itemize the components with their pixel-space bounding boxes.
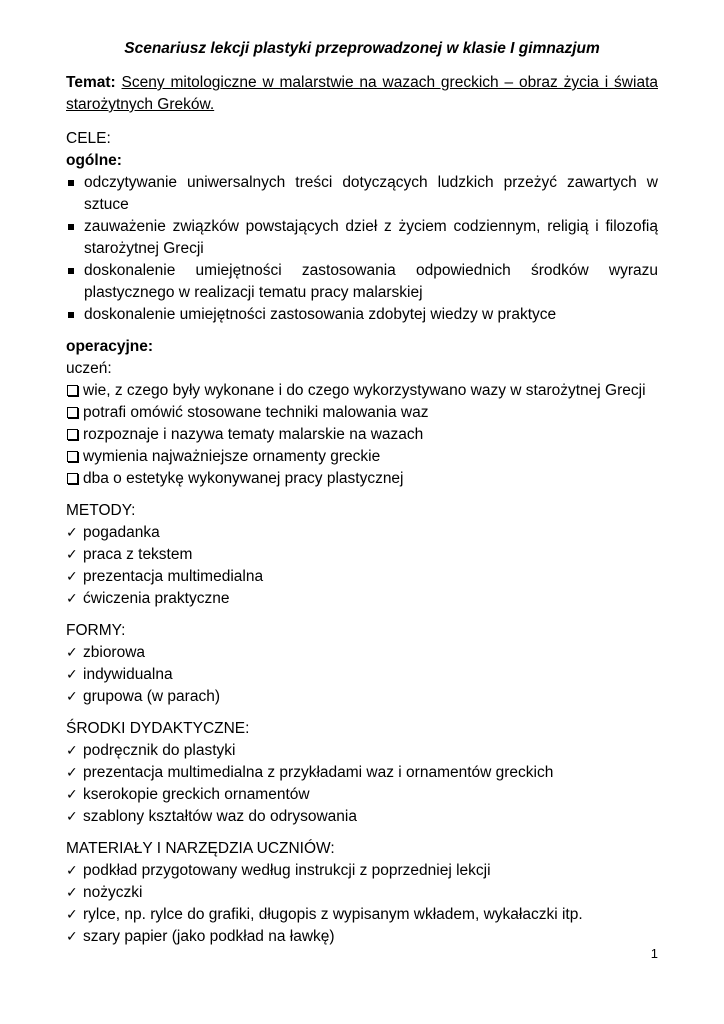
checkbox-icon bbox=[67, 451, 78, 462]
forms-list bbox=[66, 642, 658, 708]
topic-label: Temat: bbox=[66, 74, 116, 91]
checkmark-icon: ✓ bbox=[66, 885, 78, 901]
list-item: odczytywanie uniwersalnych treści dotyczących ludzkich przeżyć zawartych w sztuce bbox=[66, 172, 658, 216]
square-bullet-icon bbox=[68, 312, 74, 318]
list-item: doskonalenie umiejętności zastosowania zdobytej wiedzy w praktyce bbox=[66, 304, 658, 326]
materials-list bbox=[66, 860, 658, 948]
list-item: zauważenie związków powstających dzieł z życiem codziennym, religią i filozofią starożytnej Grecji bbox=[66, 216, 658, 260]
list-item: ✓ grupowa (w parach) bbox=[66, 686, 658, 708]
materials-heading: MATERIAŁY I NARZĘDZIA UCZNIÓW: bbox=[66, 840, 335, 857]
document-title: Scenariusz lekcji plastyki przeprowadzonej w klasie I gimnazjum bbox=[124, 40, 600, 57]
checkmark-icon: ✓ bbox=[66, 765, 78, 781]
methods-list bbox=[66, 522, 658, 610]
checkmark-icon: ✓ bbox=[66, 569, 78, 585]
checkbox-icon bbox=[67, 385, 78, 396]
checkmark-icon: ✓ bbox=[66, 689, 78, 705]
list-item: ✓ prezentacja multimedialna z przykładami waz i ornamentów greckich bbox=[66, 762, 658, 784]
list-item: ✓ pogadanka bbox=[66, 522, 658, 544]
list-item: ✓ kserokopie greckich ornamentów bbox=[66, 784, 658, 806]
checkmark-icon: ✓ bbox=[66, 743, 78, 759]
list-item: rozpoznaje i nazywa tematy malarskie na wazach bbox=[66, 424, 658, 446]
page-number: 1 bbox=[650, 946, 658, 961]
general-goals-list bbox=[66, 172, 658, 326]
topic bbox=[66, 72, 658, 116]
aids-heading: ŚRODKI DYDAKTYCZNE: bbox=[66, 720, 250, 737]
list-item: ✓ szablony kształtów waz do odrysowania bbox=[66, 806, 658, 828]
operational-goals-heading: operacyjne: bbox=[66, 338, 154, 355]
checkmark-icon: ✓ bbox=[66, 863, 78, 879]
list-item: ✓ indywidualna bbox=[66, 664, 658, 686]
forms-heading: FORMY: bbox=[66, 622, 126, 639]
aids-list bbox=[66, 740, 658, 828]
student-label: uczeń: bbox=[66, 360, 112, 377]
goals-heading: CELE: bbox=[66, 130, 111, 147]
list-item: doskonalenie umiejętności zastosowania odpowiednich środków wyrazu plastycznego w realizacji tematu pracy malarskiej bbox=[66, 260, 658, 304]
list-item: ✓ podręcznik do plastyki bbox=[66, 740, 658, 762]
checkmark-icon: ✓ bbox=[66, 787, 78, 803]
list-item: wie, z czego były wykonane i do czego wykorzystywano wazy w starożytnej Grecji bbox=[66, 380, 658, 402]
square-bullet-icon bbox=[68, 224, 74, 230]
checkmark-icon: ✓ bbox=[66, 929, 78, 945]
checkmark-icon: ✓ bbox=[66, 591, 78, 607]
list-item: ✓ szary papier (jako podkład na ławkę) bbox=[66, 926, 658, 948]
checkmark-icon: ✓ bbox=[66, 645, 78, 661]
methods-heading: METODY: bbox=[66, 502, 136, 519]
list-item: ✓ zbiorowa bbox=[66, 642, 658, 664]
checkbox-icon bbox=[67, 473, 78, 484]
checkmark-icon: ✓ bbox=[66, 547, 78, 563]
list-item: ✓ rylce, np. rylce do grafiki, długopis z wypisanym wkładem, wykałaczki itp. bbox=[66, 904, 658, 926]
list-item: ✓ praca z tekstem bbox=[66, 544, 658, 566]
square-bullet-icon bbox=[68, 180, 74, 186]
general-goals-heading: ogólne: bbox=[66, 152, 122, 169]
operational-goals-list bbox=[66, 380, 658, 490]
topic-text: Sceny mitologiczne w malarstwie na wazach greckich – obraz życia i świata starożytnych Greków. bbox=[66, 74, 658, 113]
list-item: potrafi omówić stosowane techniki malowania waz bbox=[66, 402, 658, 424]
checkmark-icon: ✓ bbox=[66, 907, 78, 923]
list-item: wymienia najważniejsze ornamenty greckie bbox=[66, 446, 658, 468]
list-item: ✓ podkład przygotowany według instrukcji z poprzedniej lekcji bbox=[66, 860, 658, 882]
checkbox-icon bbox=[67, 429, 78, 440]
list-item: ✓ nożyczki bbox=[66, 882, 658, 904]
checkmark-icon: ✓ bbox=[66, 809, 78, 825]
list-item: ✓ ćwiczenia praktyczne bbox=[66, 588, 658, 610]
list-item: dba o estetykę wykonywanej pracy plastycznej bbox=[66, 468, 658, 490]
checkmark-icon: ✓ bbox=[66, 667, 78, 683]
square-bullet-icon bbox=[68, 268, 74, 274]
checkbox-icon bbox=[67, 407, 78, 418]
checkmark-icon: ✓ bbox=[66, 525, 78, 541]
list-item: ✓ prezentacja multimedialna bbox=[66, 566, 658, 588]
